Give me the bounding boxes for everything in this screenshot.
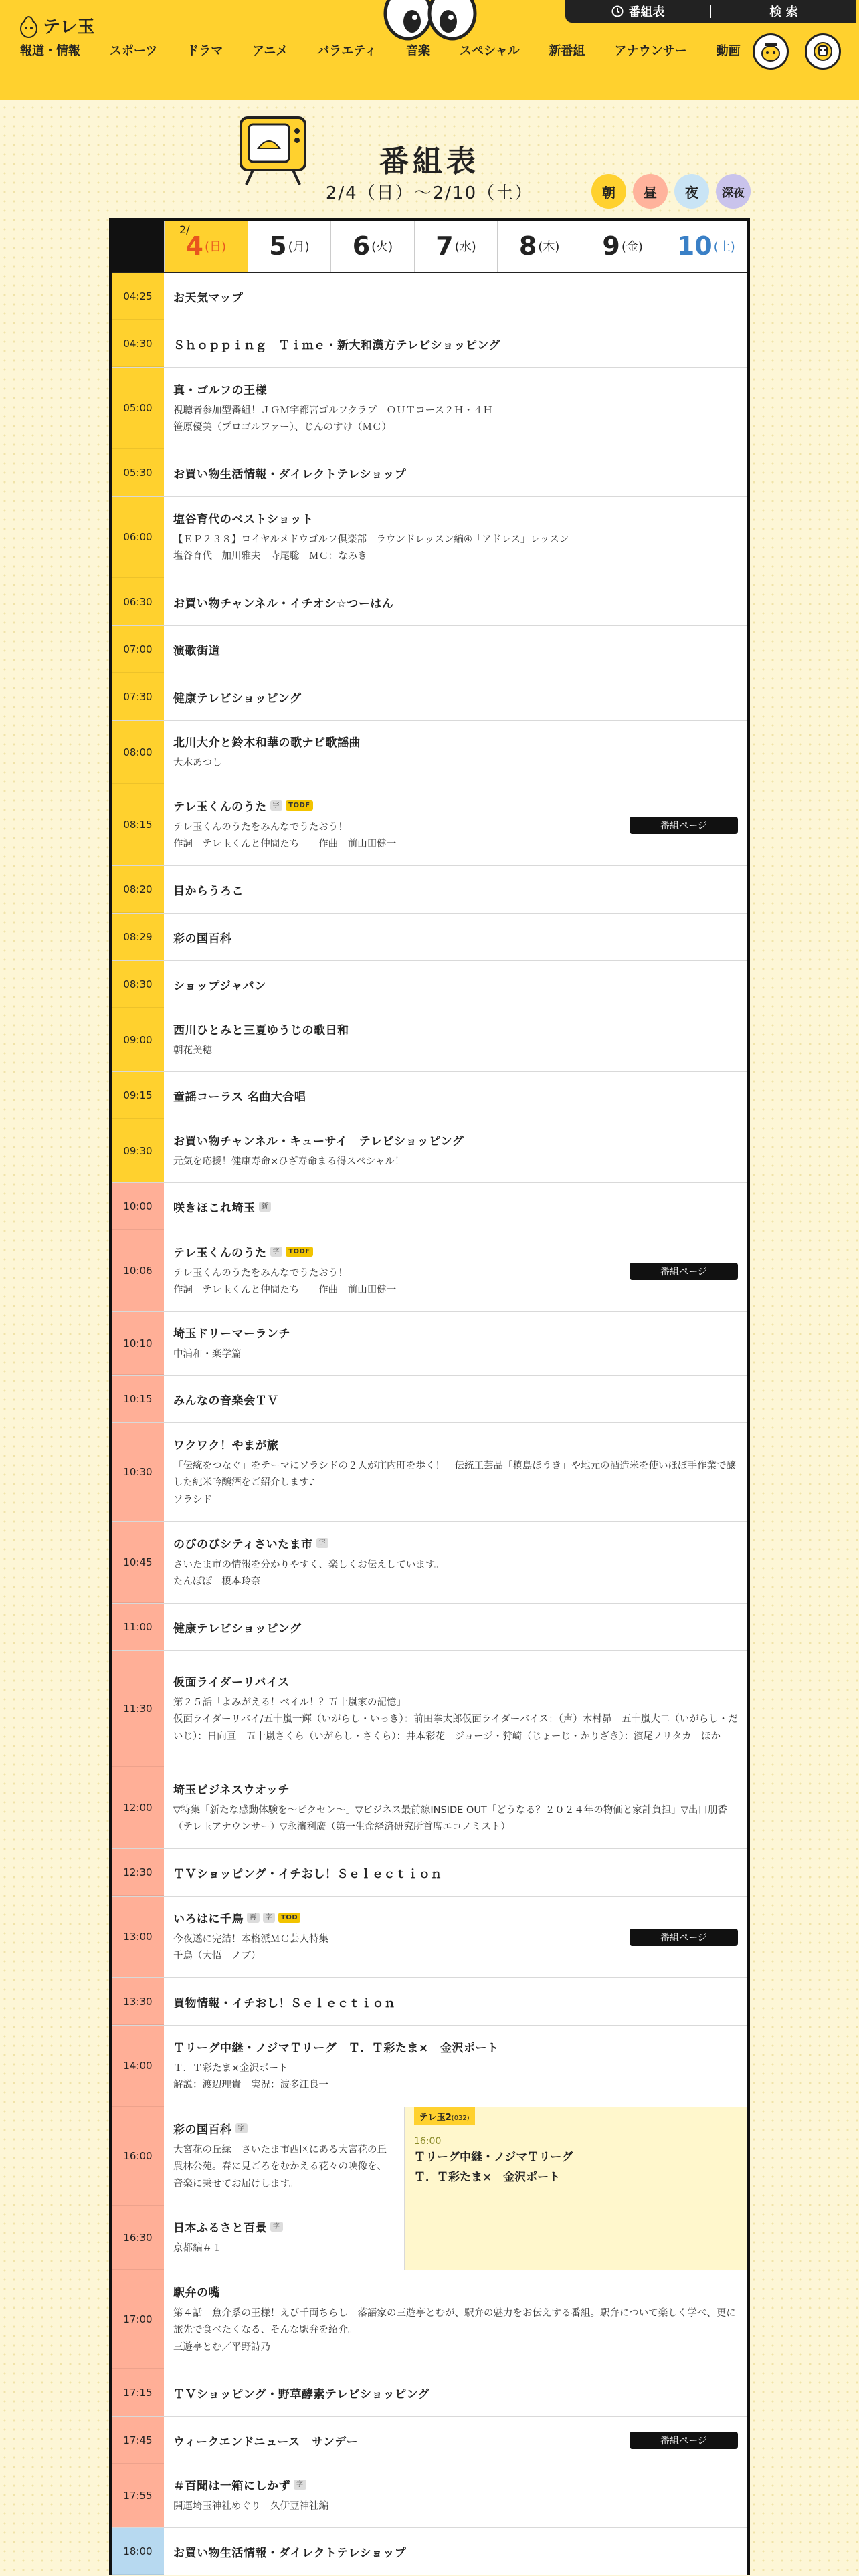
program-page-button[interactable]: 番組ページ	[630, 1929, 738, 1946]
program-page-button[interactable]: 番組ページ	[630, 2432, 738, 2449]
nav-item-variety[interactable]: バラエティ	[317, 44, 377, 58]
subchannel-time: 16:00	[414, 2136, 442, 2147]
program-row[interactable]	[112, 721, 747, 784]
page-title: 番組表	[379, 144, 480, 179]
program-title-line	[173, 1087, 738, 1104]
program-time: 18:00	[112, 2528, 164, 2575]
mascot-eyes-icon	[380, 0, 480, 43]
program-description: 大木あつし	[173, 757, 222, 768]
program-description: Ｔ．Ｔ彩たま×金沢ポート 解説：渡辺理貴 実況：波多江良一	[173, 2062, 328, 2090]
program-time: 16:00	[112, 2107, 164, 2206]
timeband-morning-button[interactable]	[591, 174, 626, 209]
program-cell[interactable]	[164, 1849, 747, 1896]
program-time: 10:45	[112, 1522, 164, 1603]
program-description: 朝花美穂	[173, 1045, 212, 1056]
program-cell[interactable]	[164, 1183, 747, 1230]
program-time: 17:15	[112, 2369, 164, 2416]
program-cell[interactable]	[164, 866, 747, 913]
program-page-button[interactable]: 番組ページ	[630, 817, 738, 834]
program-row[interactable]	[112, 497, 747, 578]
program-badge: 字	[270, 1247, 283, 1257]
program-time: 17:55	[112, 2464, 164, 2527]
timeband-night-button[interactable]	[674, 174, 709, 209]
program-title: ウィークエンドニュース サンデー	[173, 2435, 359, 2449]
nav-item-drama[interactable]: ドラマ	[187, 44, 223, 58]
program-cell[interactable]	[164, 2464, 747, 2527]
subchannel-number: (032)	[451, 2115, 470, 2122]
split-left-rows	[112, 2107, 405, 2270]
program-row[interactable]	[112, 578, 747, 626]
program-time: 07:00	[112, 626, 164, 673]
program-time: 05:30	[112, 449, 164, 496]
program-cell[interactable]	[164, 497, 747, 578]
program-description: テレ玉くんのうたをみんなでうたおう！ 作詞 テレ玉くんと仲間たち 作曲 前山田健一	[173, 821, 397, 849]
program-cell[interactable]	[164, 368, 747, 449]
program-title: 駅弁の嘴	[173, 2286, 220, 2300]
program-row[interactable]	[112, 784, 747, 866]
program-cell[interactable]	[164, 2528, 747, 2575]
program-cell[interactable]	[164, 2206, 404, 2270]
program-title: 仮面ライダーリバイス	[173, 1675, 290, 1689]
title-area	[0, 100, 859, 221]
program-title-line	[173, 1994, 738, 2010]
program-title: ＃百聞は一箱にしかず	[173, 2479, 290, 2493]
program-cell[interactable]	[164, 1119, 747, 1182]
logo-text: テレ玉	[43, 17, 95, 37]
mascot-link-2[interactable]	[805, 33, 841, 70]
program-row[interactable]	[112, 1312, 747, 1376]
program-row[interactable]	[112, 1119, 747, 1183]
program-row[interactable]	[112, 2026, 747, 2107]
date-tab-wed[interactable]	[414, 221, 498, 272]
program-badge: 字	[270, 800, 283, 811]
program-time: 16:30	[112, 2206, 164, 2270]
program-row[interactable]	[112, 2107, 404, 2206]
date-tab-corner	[112, 221, 164, 272]
program-time: 10:30	[112, 1423, 164, 1521]
program-title-line	[173, 2543, 738, 2560]
program-row[interactable]	[112, 2270, 747, 2369]
program-row[interactable]	[112, 1767, 747, 1849]
program-row[interactable]	[112, 368, 747, 449]
program-rows-after	[112, 2270, 747, 2575]
program-time: 12:30	[112, 1849, 164, 1896]
program-cell[interactable]	[164, 1312, 747, 1375]
program-description: 第２５話「よみがえる！ベイル！？五十嵐家の記憶」 仮面ライダーリバイ/五十嵐一輝（いがらし・いっき）：前田拳太郎仮面ライダーバイス：（声）木村昴 五十嵐大二（いがらし・だいじ）：日向亘 五十嵐さくら（いがらし・さくら）：井本彩花 ジョージ・狩崎（じょーじ・かりざき）：濱尾ノリタカ ほか	[173, 1697, 738, 1742]
program-title: 日本ふるさと百景	[173, 2222, 267, 2236]
program-title: お買い物チャンネル・イチオシ☆つーはん	[173, 597, 394, 611]
program-time: 09:00	[112, 1008, 164, 1071]
program-cell[interactable]	[164, 1072, 747, 1119]
program-time: 11:00	[112, 1604, 164, 1650]
program-rows	[112, 273, 747, 2107]
program-time: 06:30	[112, 578, 164, 625]
program-page-button[interactable]: 番組ページ	[630, 1263, 738, 1280]
date-tab-day: 9	[602, 231, 620, 261]
timeband-day-button[interactable]	[633, 174, 668, 209]
program-time: 10:00	[112, 1183, 164, 1230]
program-cell[interactable]	[164, 626, 747, 673]
program-title-line	[173, 2120, 395, 2137]
program-time: 13:30	[112, 1978, 164, 2025]
program-row[interactable]	[112, 626, 747, 673]
program-badge: 字	[294, 2480, 306, 2490]
program-time: 10:15	[112, 1376, 164, 1422]
date-tab-day: 5	[269, 231, 287, 261]
program-row[interactable]	[112, 1230, 747, 1312]
program-time: 11:30	[112, 1651, 164, 1767]
program-time: 09:30	[112, 1119, 164, 1182]
timeband-label: 昼	[644, 184, 657, 201]
mascot-face-2-icon	[812, 40, 834, 63]
program-title-line	[173, 1864, 738, 1881]
program-title: 買物情報・イチおし！Ｓｅｌｅｃｔｉｏｎ	[173, 1996, 396, 2010]
program-title: ＴＶショッピング・イチおし！Ｓｅｌｅｃｔｉｏｎ	[173, 1867, 442, 1881]
program-badge: 字	[270, 2222, 283, 2232]
search-link[interactable]	[711, 3, 856, 20]
program-title-line	[173, 2038, 738, 2055]
program-badge: 字	[263, 1913, 276, 1923]
program-title: ショップジャパン	[173, 979, 266, 993]
program-cell[interactable]	[164, 2026, 747, 2107]
program-cell[interactable]	[164, 961, 747, 1008]
program-time: 13:00	[112, 1897, 164, 1977]
program-row[interactable]	[112, 1897, 747, 1978]
program-title: テレ玉くんのうた	[173, 800, 267, 814]
mascot-link-1[interactable]	[753, 33, 789, 70]
program-title: 西川ひとみと三夏ゆうじの歌日和	[173, 1023, 349, 1037]
program-title-line	[173, 381, 738, 397]
program-cell[interactable]	[164, 1230, 747, 1311]
program-cell[interactable]	[164, 1423, 747, 1521]
mascot-face-icon	[759, 40, 782, 63]
nav-item-news[interactable]: 報道・情報	[20, 44, 80, 58]
program-schedule	[109, 218, 750, 2575]
program-time: 10:06	[112, 1230, 164, 1311]
program-title-line	[173, 1132, 738, 1148]
program-title-line	[173, 1673, 738, 1689]
program-title-line	[173, 1021, 738, 1037]
program-row[interactable]	[112, 1522, 747, 1604]
program-title-line	[173, 2385, 738, 2401]
program-badge: 新	[259, 1202, 272, 1212]
program-title: ワクワク！やまが旅	[173, 1438, 279, 1453]
program-row[interactable]	[112, 1423, 747, 1522]
program-title-line	[173, 510, 738, 526]
program-title-line	[173, 1391, 738, 1408]
program-time: 08:29	[112, 914, 164, 960]
nav-item-anime[interactable]: アニメ	[252, 44, 288, 58]
program-title-line	[173, 1619, 738, 1636]
program-row[interactable]	[112, 1849, 747, 1897]
date-tab-dow: (火)	[371, 240, 393, 254]
program-description: 大宮花の丘緑 さいたま市西区にある大宮花の丘農林公苑。春に見ごろをむかえる花々の映像を、音楽に乗せてお届けします。	[173, 2144, 387, 2189]
program-cell[interactable]	[164, 1008, 747, 1071]
program-row[interactable]	[112, 2206, 404, 2270]
program-title: のびのびシティさいたま市	[173, 1537, 313, 1551]
program-title-line	[173, 1198, 738, 1215]
program-title: お買い物生活情報・ダイレクトテレショップ	[173, 2546, 407, 2560]
program-time: 10:10	[112, 1312, 164, 1375]
program-description: 【ＥＰ２３８】ロイヤルメドウゴルフ倶楽部 ラウンドレッスン編④「アドレス」レッスン 塩谷育代 加川雅夫 寺尾聡 ＭＣ：なみき	[173, 534, 569, 562]
nav-item-new-programs[interactable]: 新番組	[549, 44, 585, 58]
program-title: 彩の国百科	[173, 932, 232, 946]
program-title: 塩谷育代のベストショット	[173, 512, 314, 526]
program-cell[interactable]	[164, 320, 747, 367]
timeband-latenight-button[interactable]	[716, 174, 751, 209]
date-range: 2/4（日）〜2/10（土）	[325, 183, 534, 203]
program-cell[interactable]	[164, 1978, 747, 2025]
program-description: 元気を応援！健康寿命×ひざ寿命まる得スペシャル！	[173, 1156, 405, 1167]
split-block	[112, 2107, 747, 2270]
program-title-line	[173, 2476, 738, 2493]
program-time: 08:15	[112, 784, 164, 865]
program-row[interactable]	[112, 961, 747, 1008]
program-row[interactable]	[112, 1183, 747, 1230]
main-nav	[20, 41, 770, 59]
program-badge: 字	[235, 2123, 248, 2133]
date-tab-dow: (月)	[288, 240, 310, 254]
program-title: 埼玉ビジネスウオッチ	[173, 1783, 290, 1797]
program-title: 埼玉ドリーマーランチ	[173, 1327, 290, 1341]
program-badge: 再	[247, 1913, 260, 1923]
date-tab-dow: (木)	[538, 240, 560, 254]
date-tab-day: 10	[676, 231, 712, 261]
timeband-selector	[591, 174, 751, 209]
program-row[interactable]	[112, 1651, 747, 1767]
program-description: 今夜遂に完結！本格派ＭＣ芸人特集 千鳥（大悟 ノブ）	[173, 1933, 328, 1961]
date-tab-dow: (日)	[204, 240, 227, 254]
program-cell[interactable]	[164, 449, 747, 496]
program-cell[interactable]	[164, 1376, 747, 1422]
program-row[interactable]	[112, 2528, 747, 2575]
program-time: 08:20	[112, 866, 164, 913]
date-tab-dow: (金)	[621, 240, 643, 254]
date-tab-thu[interactable]	[497, 221, 581, 272]
program-title-line	[173, 641, 738, 658]
subchannel-name: テレ玉2	[419, 2113, 452, 2123]
date-tab-fri[interactable]	[581, 221, 664, 272]
schedule-link-label: 番組表	[628, 5, 665, 19]
program-cell[interactable]	[164, 1522, 747, 1603]
program-cell[interactable]	[164, 914, 747, 960]
subchannel-title: Ｔリーグ中継・ノジマＴリーグ Ｔ．Ｔ彩たま× 金沢ポート	[414, 2151, 585, 2184]
program-description: 視聴者参加型番組！ＪＧＭ宇都宮ゴルフクラブ ＯＵＴコース２Ｈ・４Ｈ 笹原優美（プロゴルファー）、じんのすけ（ＭＣ）	[173, 405, 493, 433]
program-title: Ｔリーグ中継・ノジマＴリーグ Ｔ．Ｔ彩たま× 金沢ポート	[173, 2041, 499, 2055]
program-title: お買い物生活情報・ダイレクトテレショップ	[173, 467, 407, 481]
program-description: 中浦和・楽学篇	[173, 1348, 242, 1360]
program-title: 目からうろこ	[173, 884, 244, 898]
program-title: 彩の国百科	[173, 2123, 232, 2137]
program-title-line	[173, 1436, 738, 1453]
date-tab-day: 6	[352, 231, 371, 261]
program-row[interactable]	[112, 2417, 747, 2464]
program-description: 開運埼玉神社めぐり 久伊豆神社編	[173, 2500, 328, 2512]
program-cell[interactable]	[164, 1604, 747, 1650]
program-cell[interactable]	[164, 673, 747, 720]
program-time: 17:45	[112, 2417, 164, 2464]
program-description: さいたま市の情報を分かりやすく、楽しくお伝えしています。 たんぽぽ 榎本玲奈	[173, 1559, 444, 1587]
top-utility-bar	[565, 0, 856, 23]
program-row[interactable]	[112, 1008, 747, 1072]
program-title-line	[173, 881, 738, 898]
nav-item-videos[interactable]: 動画	[716, 44, 741, 58]
program-time: 14:00	[112, 2026, 164, 2107]
program-time: 12:00	[112, 1767, 164, 1848]
date-tab-day: 8	[518, 231, 537, 261]
program-time: 08:00	[112, 721, 164, 784]
program-description: 第４話 魚介系の王様！えび千両ちらし 落語家の三遊亭とむが、駅弁の魅力をお伝えする番組。駅弁について楽しく学べ、更に旅先で食べたくなる、そんな駅弁を紹介。 三遊亭とむ／平野詩乃	[173, 2307, 736, 2353]
timeband-label: 夜	[685, 184, 698, 201]
program-description: テレ玉くんのうたをみんなでうたおう！ 作詞 テレ玉くんと仲間たち 作曲 前山田健一	[173, 1267, 397, 1295]
program-title: お買い物チャンネル・キューサイ テレビショッピング	[173, 1134, 464, 1148]
program-title: お天気マップ	[173, 291, 244, 305]
nav-item-announcers[interactable]: アナウンサー	[614, 44, 687, 58]
program-cell[interactable]	[164, 2417, 747, 2464]
date-tab-day: 7	[436, 231, 454, 261]
program-row[interactable]	[112, 1072, 747, 1119]
program-time: 04:30	[112, 320, 164, 367]
program-badge: TODF	[286, 800, 312, 811]
program-title-line	[173, 929, 738, 946]
date-tab-day: 4	[185, 231, 203, 261]
program-title-line	[173, 797, 738, 814]
program-cell[interactable]	[164, 1897, 747, 1977]
program-title-line	[173, 465, 738, 481]
date-tab-month: 2/	[179, 223, 190, 236]
clock-icon	[611, 5, 624, 17]
program-badge: 字	[316, 1538, 329, 1548]
schedule-link[interactable]	[565, 3, 710, 20]
program-row[interactable]	[112, 673, 747, 721]
program-title: 健康テレビショッピング	[173, 691, 302, 706]
program-title: テレ玉くんのうた	[173, 1246, 267, 1260]
program-title-line	[173, 976, 738, 993]
date-tab-dow: (土)	[713, 240, 735, 254]
program-title: 童謡コーラス 名曲大合唱	[173, 1090, 306, 1104]
program-time: 17:00	[112, 2270, 164, 2369]
program-title: 北川大介と鈴木和華の歌ナビ歌謡曲	[173, 736, 361, 750]
program-row[interactable]	[112, 2369, 747, 2417]
date-tab-mon[interactable]	[248, 221, 331, 272]
program-cell[interactable]	[164, 1651, 747, 1767]
program-title-line	[173, 689, 738, 706]
program-cell[interactable]	[164, 2369, 747, 2416]
program-title: ＴＶショッピング・野草酵素テレビショッピング	[173, 2387, 430, 2401]
program-description: 「伝統をつなぐ」をテーマにソラシドの２人が庄内町を歩く！ 伝統工芸品「槙島ほうき」や地元の酒造米を使いほぼ手作業で醸した純米吟醸酒をご紹介します♪ ソラシド	[173, 1460, 736, 1505]
search-link-label: 検 索	[769, 5, 798, 19]
program-row[interactable]	[112, 320, 747, 368]
program-row[interactable]	[112, 273, 747, 320]
program-time: 06:00	[112, 497, 164, 578]
program-row[interactable]	[112, 2464, 747, 2528]
program-title-line	[173, 594, 738, 611]
program-description: 京都編＃１	[173, 2243, 222, 2254]
program-row[interactable]	[112, 1978, 747, 2026]
program-title: Ｓｈｏｐｐｉｎｇ Ｔｉｍｅ・新大和漢方テレビショッピング	[173, 338, 500, 352]
nav-item-special[interactable]: スペシャル	[459, 44, 520, 58]
program-title: 健康テレビショッピング	[173, 1622, 302, 1636]
site-logo[interactable]	[19, 12, 94, 39]
program-cell[interactable]	[164, 721, 747, 784]
program-title-line	[173, 1243, 738, 1260]
site-header	[0, 0, 859, 100]
program-row[interactable]	[112, 914, 747, 961]
program-title-line	[173, 288, 738, 305]
program-time: 04:25	[112, 273, 164, 320]
program-cell[interactable]	[164, 1767, 747, 1848]
program-time: 08:30	[112, 961, 164, 1008]
tereotama-mascot-icon	[19, 12, 39, 39]
program-title: みんなの音楽会ＴＶ	[173, 1394, 279, 1408]
program-title-line	[173, 1324, 738, 1341]
date-tab-tue[interactable]	[330, 221, 414, 272]
date-tab-sat[interactable]	[664, 221, 747, 272]
date-tab-sun[interactable]	[164, 221, 248, 272]
program-title: 咲きほこれ埼玉	[173, 1201, 256, 1215]
timeband-label: 朝	[602, 184, 615, 201]
program-title-line	[173, 2218, 395, 2235]
program-cell[interactable]	[164, 578, 747, 625]
program-time: 05:00	[112, 368, 164, 449]
program-title-line	[173, 1780, 738, 1797]
program-title-line	[173, 1535, 738, 1551]
program-title-line	[173, 336, 738, 352]
nav-item-sports[interactable]: スポーツ	[110, 44, 158, 58]
program-description: ▽特集「新たな感動体験を〜ピクセン〜」▽ビジネス最前線INSIDE OUT「どうなる？２０２４年の物価と家計負担」▽出口朋香（テレ玉アナウンサー）▽永濱利廣（第一生命経済研究所首席エコノミスト）	[173, 1804, 727, 1832]
subchannel-tag	[414, 2107, 475, 2125]
program-time: 09:15	[112, 1072, 164, 1119]
program-row[interactable]	[112, 866, 747, 914]
program-badge: TOD	[278, 1913, 300, 1923]
subchannel-program[interactable]	[405, 2107, 747, 2270]
program-row[interactable]	[112, 449, 747, 497]
program-cell[interactable]	[164, 784, 747, 865]
program-title: 演歌街道	[173, 644, 220, 658]
date-tabs	[112, 221, 747, 273]
program-time: 07:30	[112, 673, 164, 720]
program-cell[interactable]	[164, 273, 747, 320]
timeband-label: 深夜	[722, 186, 745, 200]
date-tab-dow: (水)	[454, 240, 476, 254]
program-title-line	[173, 733, 738, 750]
program-title: いろはに千鳥	[173, 1912, 244, 1926]
program-cell[interactable]	[164, 2270, 747, 2369]
program-title-line	[173, 2283, 738, 2300]
program-cell[interactable]	[164, 2107, 404, 2206]
nav-item-music[interactable]: 音楽	[405, 44, 430, 58]
program-title-line	[173, 1909, 738, 1926]
program-row[interactable]	[112, 1604, 747, 1651]
program-row[interactable]	[112, 1376, 747, 1423]
program-badge: TODF	[286, 1247, 312, 1257]
program-title: 真・ゴルフの王様	[173, 383, 267, 397]
